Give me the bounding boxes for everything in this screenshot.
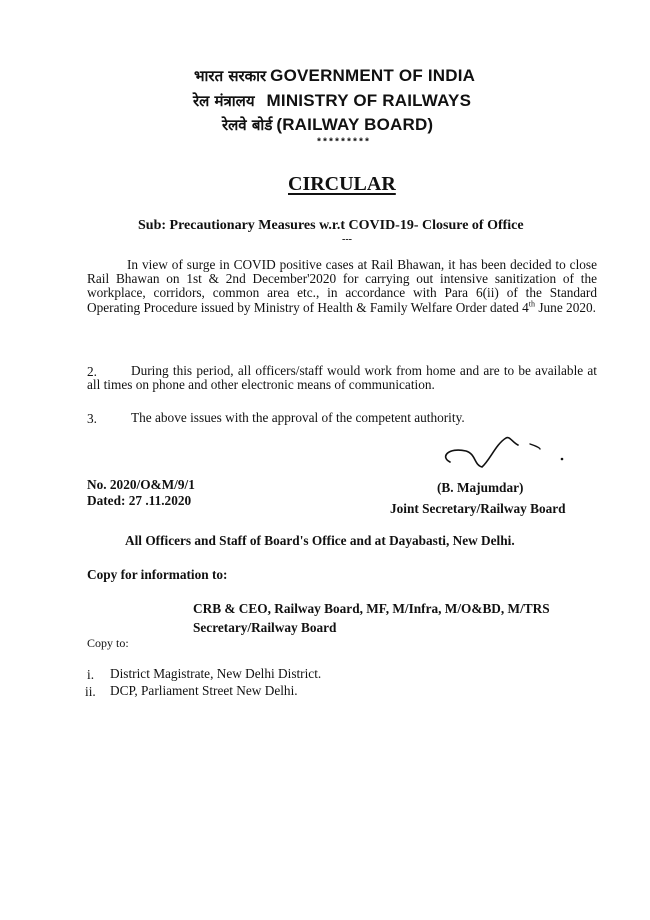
paragraph-3-number: 3. [87, 411, 97, 426]
copy-to-item-2-number: ii. [85, 684, 96, 699]
header-hindi-government: भारत सरकार [194, 67, 267, 85]
distribution-to: All Officers and Staff of Board's Office and at Dayabasti, New Delhi. [125, 533, 515, 548]
copy-info-line-1: CRB & CEO, Railway Board, MF, M/Infra, M/O&BD, M/TRS [193, 601, 550, 616]
header-line-3 [222, 115, 433, 135]
copy-to-label: Copy to: [87, 636, 129, 650]
paragraph-2-number: 2. [87, 364, 97, 379]
header-line-1 [194, 66, 475, 86]
signatory-designation: Joint Secretary/Railway Board [390, 501, 566, 516]
reference-number: No. 2020/O&M/9/1 [87, 477, 195, 492]
header-separator: ********* [316, 138, 371, 149]
copy-to-item-2: DCP, Parliament Street New Delhi. [110, 683, 298, 698]
paragraph-1 [87, 258, 597, 315]
header-ministry: MINISTRY OF RAILWAYS [266, 91, 472, 110]
reference-date: Dated: 27 .11.2020 [87, 493, 192, 508]
subject-rule: --- [342, 234, 352, 245]
header-hindi-ministry: रेल मंत्रालय [193, 92, 255, 110]
signatory-name: (B. Majumdar) [437, 480, 524, 495]
paragraph-1-superscript: th [528, 299, 536, 309]
header-hindi-board: रेलवे बोर्ड [222, 116, 273, 134]
paragraph-1-text: In view of surge in COVID positive cases at Rail Bhawan, it has been decided to close Rail Bhawan on 1st & 2nd December'2020 for carrying out intensive sanitization of the workplace, corridors, common area etc., in accordance with Para 6(ii) of the Standard Operating Procedure issued by Ministry of Health & Family Welfare Order dated 4 [87, 257, 597, 315]
copy-to-item-1-number: i. [87, 667, 95, 682]
signature [436, 432, 576, 474]
copy-info-label: Copy for information to: [87, 567, 228, 582]
subject-line: Sub: Precautionary Measures w.r.t COVID-19- Closure of Office [138, 218, 524, 233]
paragraph-1-end: June 2020. [535, 299, 596, 315]
header-government: GOVERNMENT OF INDIA [270, 66, 476, 85]
header-board: (RAILWAY BOARD) [276, 115, 434, 134]
copy-info-line-2: Secretary/Railway Board [193, 620, 337, 635]
copy-to-item-1: District Magistrate, New Delhi District. [110, 666, 322, 681]
paragraph-2: During this period, all officers/staff would work from home and are to be available at all times on phone and other electronic means of communication. [87, 363, 597, 393]
paragraph-3: The above issues with the approval of the competent authority. [131, 410, 465, 425]
header-line-2 [193, 91, 471, 111]
page-title: CIRCULAR [288, 173, 396, 195]
